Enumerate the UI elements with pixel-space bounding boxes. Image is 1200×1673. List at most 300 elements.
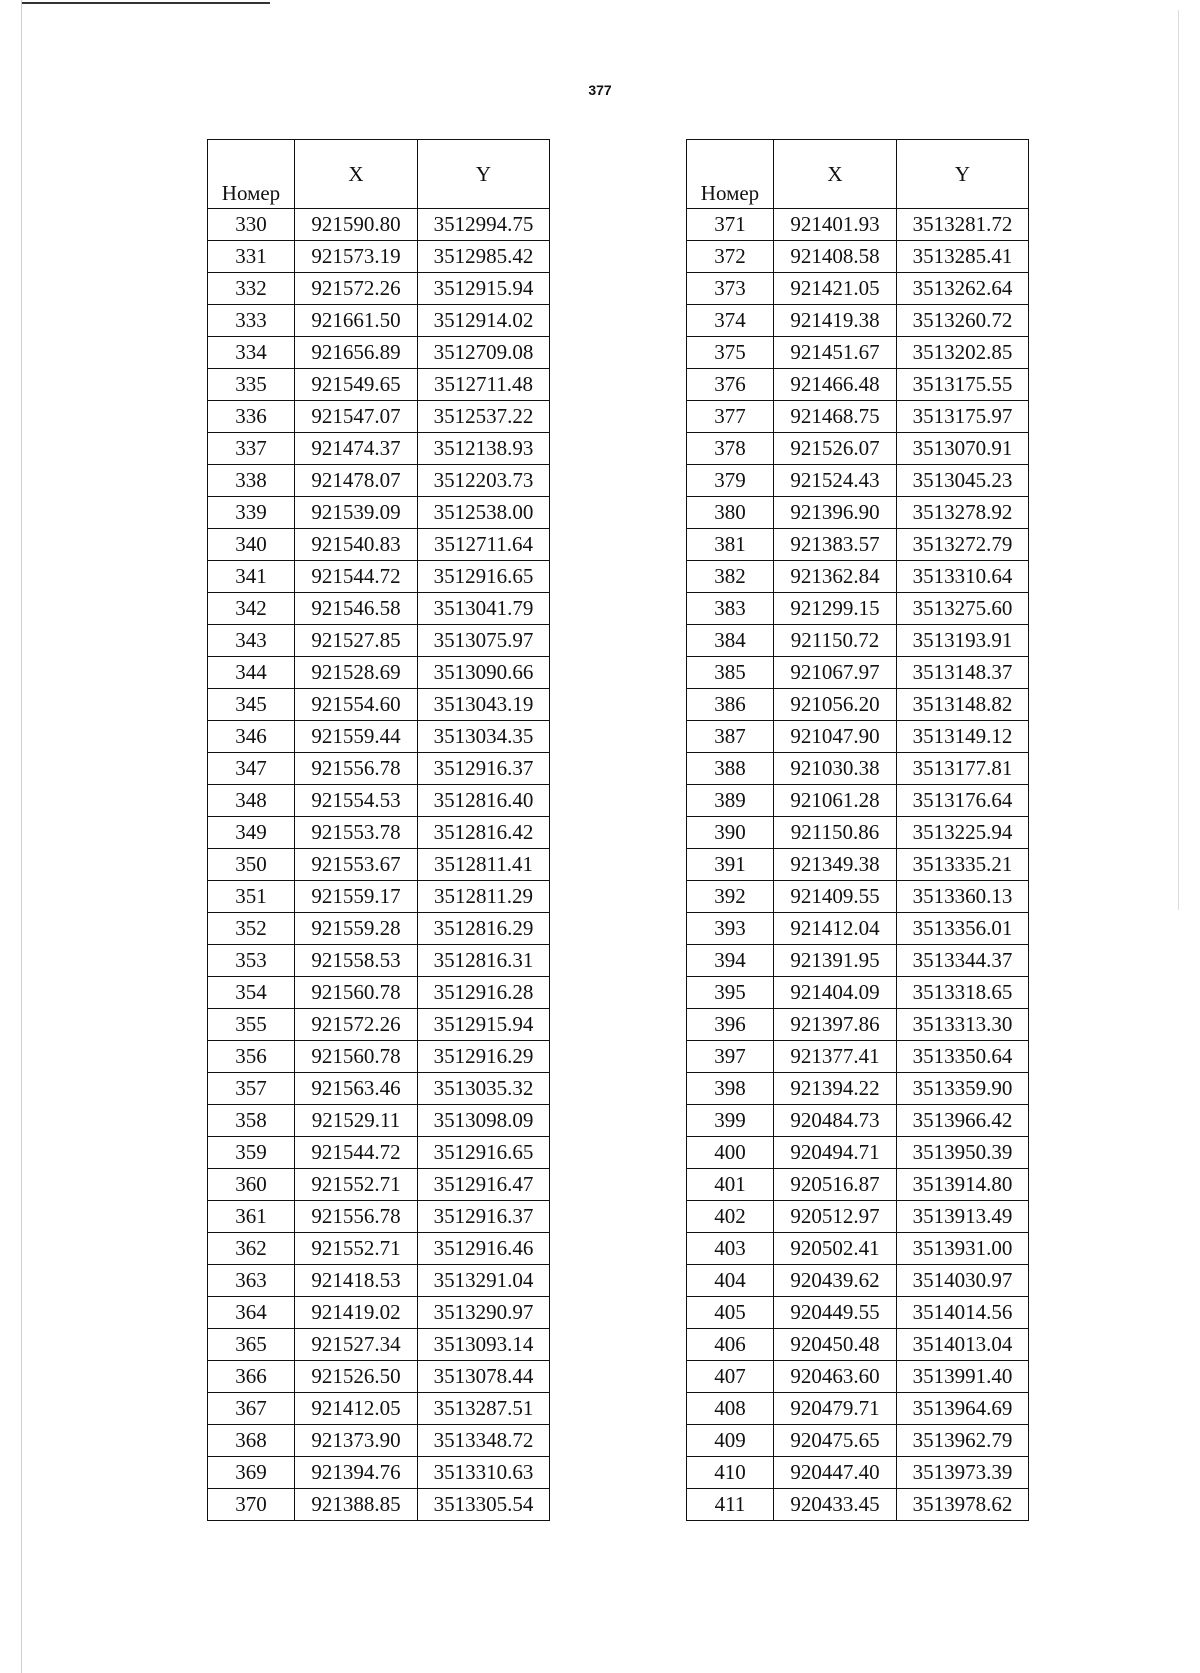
x-coordinate-cell: 921539.09 xyxy=(295,497,418,529)
x-coordinate-cell: 921559.28 xyxy=(295,913,418,945)
x-coordinate-cell: 921388.85 xyxy=(295,1489,418,1521)
point-number-cell: 339 xyxy=(208,497,295,529)
x-coordinate-cell: 921478.07 xyxy=(295,465,418,497)
y-coordinate-cell: 3513225.94 xyxy=(897,817,1029,849)
table-row xyxy=(687,945,1029,977)
point-number-cell: 391 xyxy=(687,849,774,881)
y-coordinate-cell: 3512709.08 xyxy=(418,337,550,369)
y-coordinate-cell: 3512994.75 xyxy=(418,209,550,241)
point-number-cell: 368 xyxy=(208,1425,295,1457)
point-number-cell: 409 xyxy=(687,1425,774,1457)
point-number-cell: 381 xyxy=(687,529,774,561)
table-row xyxy=(687,1073,1029,1105)
table-row xyxy=(687,497,1029,529)
point-number-cell: 338 xyxy=(208,465,295,497)
x-coordinate-cell: 920449.55 xyxy=(774,1297,897,1329)
x-coordinate-cell: 921421.05 xyxy=(774,273,897,305)
table-row xyxy=(208,1137,550,1169)
table-row xyxy=(208,401,550,433)
y-coordinate-cell: 3513950.39 xyxy=(897,1137,1029,1169)
x-coordinate-cell: 921524.43 xyxy=(774,465,897,497)
table-row xyxy=(208,241,550,273)
y-coordinate-cell: 3513291.04 xyxy=(418,1265,550,1297)
point-number-cell: 401 xyxy=(687,1169,774,1201)
x-coordinate-cell: 921553.67 xyxy=(295,849,418,881)
y-coordinate-cell: 3513090.66 xyxy=(418,657,550,689)
table-row xyxy=(208,305,550,337)
table-row xyxy=(687,1361,1029,1393)
y-coordinate-cell: 3512915.94 xyxy=(418,273,550,305)
table-row xyxy=(687,817,1029,849)
point-number-cell: 408 xyxy=(687,1393,774,1425)
x-coordinate-cell: 921544.72 xyxy=(295,561,418,593)
point-number-cell: 357 xyxy=(208,1073,295,1105)
x-coordinate-cell: 921299.15 xyxy=(774,593,897,625)
x-coordinate-cell: 921383.57 xyxy=(774,529,897,561)
y-coordinate-cell: 3513272.79 xyxy=(897,529,1029,561)
x-coordinate-cell: 921556.78 xyxy=(295,753,418,785)
y-coordinate-cell: 3513078.44 xyxy=(418,1361,550,1393)
point-number-cell: 406 xyxy=(687,1329,774,1361)
y-coordinate-cell: 3512811.29 xyxy=(418,881,550,913)
table-row xyxy=(687,1393,1029,1425)
page-number: 377 xyxy=(588,82,612,98)
x-coordinate-cell: 921401.93 xyxy=(774,209,897,241)
table-row xyxy=(208,209,550,241)
point-number-cell: 404 xyxy=(687,1265,774,1297)
y-coordinate-cell: 3512711.64 xyxy=(418,529,550,561)
point-number-cell: 371 xyxy=(687,209,774,241)
table-row xyxy=(208,1105,550,1137)
y-coordinate-cell: 3513262.64 xyxy=(897,273,1029,305)
point-number-cell: 355 xyxy=(208,1009,295,1041)
point-number-cell: 362 xyxy=(208,1233,295,1265)
point-number-cell: 337 xyxy=(208,433,295,465)
point-number-cell: 342 xyxy=(208,593,295,625)
table-row xyxy=(687,913,1029,945)
point-number-cell: 373 xyxy=(687,273,774,305)
table-row xyxy=(687,625,1029,657)
y-coordinate-cell: 3512916.28 xyxy=(418,977,550,1009)
y-coordinate-cell: 3513045.23 xyxy=(897,465,1029,497)
table-row xyxy=(208,1169,550,1201)
y-coordinate-cell: 3513281.72 xyxy=(897,209,1029,241)
x-coordinate-cell: 921546.58 xyxy=(295,593,418,625)
header-y: Y xyxy=(897,140,1029,209)
point-number-cell: 397 xyxy=(687,1041,774,1073)
table-row xyxy=(687,1489,1029,1521)
y-coordinate-cell: 3513275.60 xyxy=(897,593,1029,625)
y-coordinate-cell: 3512711.48 xyxy=(418,369,550,401)
x-coordinate-cell: 921554.60 xyxy=(295,689,418,721)
coordinates-table-left xyxy=(207,139,550,1521)
table-row xyxy=(208,561,550,593)
point-number-cell: 405 xyxy=(687,1297,774,1329)
table-row xyxy=(687,1265,1029,1297)
table-row xyxy=(208,785,550,817)
x-coordinate-cell: 921563.46 xyxy=(295,1073,418,1105)
header-y: Y xyxy=(418,140,550,209)
x-coordinate-cell: 921572.26 xyxy=(295,1009,418,1041)
table-row xyxy=(208,817,550,849)
table-row xyxy=(687,273,1029,305)
table-row xyxy=(208,497,550,529)
point-number-cell: 392 xyxy=(687,881,774,913)
y-coordinate-cell: 3513149.12 xyxy=(897,721,1029,753)
table-row xyxy=(687,561,1029,593)
y-coordinate-cell: 3513356.01 xyxy=(897,913,1029,945)
table-row xyxy=(687,241,1029,273)
x-coordinate-cell: 921553.78 xyxy=(295,817,418,849)
point-number-cell: 365 xyxy=(208,1329,295,1361)
y-coordinate-cell: 3513035.32 xyxy=(418,1073,550,1105)
y-coordinate-cell: 3513913.49 xyxy=(897,1201,1029,1233)
coordinates-table-right xyxy=(686,139,1029,1521)
x-coordinate-cell: 921419.38 xyxy=(774,305,897,337)
y-coordinate-cell: 3513285.41 xyxy=(897,241,1029,273)
x-coordinate-cell: 921362.84 xyxy=(774,561,897,593)
x-coordinate-cell: 920463.60 xyxy=(774,1361,897,1393)
table-row xyxy=(687,1009,1029,1041)
table-row xyxy=(687,977,1029,1009)
table-row xyxy=(687,1425,1029,1457)
point-number-cell: 388 xyxy=(687,753,774,785)
point-number-cell: 333 xyxy=(208,305,295,337)
point-number-cell: 336 xyxy=(208,401,295,433)
x-coordinate-cell: 921559.17 xyxy=(295,881,418,913)
point-number-cell: 379 xyxy=(687,465,774,497)
point-number-cell: 399 xyxy=(687,1105,774,1137)
point-number-cell: 363 xyxy=(208,1265,295,1297)
point-number-cell: 396 xyxy=(687,1009,774,1041)
point-number-cell: 347 xyxy=(208,753,295,785)
y-coordinate-cell: 3513966.42 xyxy=(897,1105,1029,1137)
y-coordinate-cell: 3512537.22 xyxy=(418,401,550,433)
x-coordinate-cell: 921419.02 xyxy=(295,1297,418,1329)
x-coordinate-cell: 921409.55 xyxy=(774,881,897,913)
point-number-cell: 386 xyxy=(687,689,774,721)
table-row xyxy=(208,465,550,497)
point-number-cell: 364 xyxy=(208,1297,295,1329)
table-row xyxy=(208,881,550,913)
table-row xyxy=(208,1041,550,1073)
table-row xyxy=(208,945,550,977)
x-coordinate-cell: 921552.71 xyxy=(295,1233,418,1265)
point-number-cell: 354 xyxy=(208,977,295,1009)
point-number-cell: 358 xyxy=(208,1105,295,1137)
x-coordinate-cell: 921560.78 xyxy=(295,977,418,1009)
point-number-cell: 330 xyxy=(208,209,295,241)
x-coordinate-cell: 921377.41 xyxy=(774,1041,897,1073)
x-coordinate-cell: 921397.86 xyxy=(774,1009,897,1041)
point-number-cell: 390 xyxy=(687,817,774,849)
point-number-cell: 383 xyxy=(687,593,774,625)
scan-right-edge xyxy=(1178,10,1179,910)
table-row xyxy=(687,721,1029,753)
point-number-cell: 407 xyxy=(687,1361,774,1393)
point-number-cell: 361 xyxy=(208,1201,295,1233)
x-coordinate-cell: 921067.97 xyxy=(774,657,897,689)
x-coordinate-cell: 920450.48 xyxy=(774,1329,897,1361)
x-coordinate-cell: 921394.76 xyxy=(295,1457,418,1489)
x-coordinate-cell: 921572.26 xyxy=(295,273,418,305)
y-coordinate-cell: 3513964.69 xyxy=(897,1393,1029,1425)
y-coordinate-cell: 3513348.72 xyxy=(418,1425,550,1457)
y-coordinate-cell: 3513175.55 xyxy=(897,369,1029,401)
table-row xyxy=(687,753,1029,785)
y-coordinate-cell: 3513310.64 xyxy=(897,561,1029,593)
y-coordinate-cell: 3513310.63 xyxy=(418,1457,550,1489)
x-coordinate-cell: 921526.50 xyxy=(295,1361,418,1393)
y-coordinate-cell: 3513175.97 xyxy=(897,401,1029,433)
table-row xyxy=(687,337,1029,369)
table-row xyxy=(208,1489,550,1521)
point-number-cell: 402 xyxy=(687,1201,774,1233)
table-row xyxy=(208,1457,550,1489)
y-coordinate-cell: 3513098.09 xyxy=(418,1105,550,1137)
point-number-cell: 395 xyxy=(687,977,774,1009)
table-row xyxy=(208,433,550,465)
table-row xyxy=(208,593,550,625)
point-number-cell: 394 xyxy=(687,945,774,977)
point-number-cell: 360 xyxy=(208,1169,295,1201)
x-coordinate-cell: 921396.90 xyxy=(774,497,897,529)
table-row xyxy=(687,209,1029,241)
point-number-cell: 352 xyxy=(208,913,295,945)
x-coordinate-cell: 921030.38 xyxy=(774,753,897,785)
point-number-cell: 334 xyxy=(208,337,295,369)
y-coordinate-cell: 3512138.93 xyxy=(418,433,550,465)
point-number-cell: 377 xyxy=(687,401,774,433)
point-number-cell: 382 xyxy=(687,561,774,593)
y-coordinate-cell: 3513034.35 xyxy=(418,721,550,753)
table-row xyxy=(208,977,550,1009)
x-coordinate-cell: 921573.19 xyxy=(295,241,418,273)
point-number-cell: 344 xyxy=(208,657,295,689)
y-coordinate-cell: 3513075.97 xyxy=(418,625,550,657)
x-coordinate-cell: 921373.90 xyxy=(295,1425,418,1457)
x-coordinate-cell: 921394.22 xyxy=(774,1073,897,1105)
point-number-cell: 372 xyxy=(687,241,774,273)
point-number-cell: 356 xyxy=(208,1041,295,1073)
y-coordinate-cell: 3514014.56 xyxy=(897,1297,1029,1329)
y-coordinate-cell: 3513335.21 xyxy=(897,849,1029,881)
table-row xyxy=(208,849,550,881)
table-header-row xyxy=(687,140,1029,209)
table-row xyxy=(687,785,1029,817)
y-coordinate-cell: 3512811.41 xyxy=(418,849,550,881)
point-number-cell: 345 xyxy=(208,689,295,721)
table-row xyxy=(687,1201,1029,1233)
point-number-cell: 385 xyxy=(687,657,774,689)
y-coordinate-cell: 3513093.14 xyxy=(418,1329,550,1361)
x-coordinate-cell: 921412.04 xyxy=(774,913,897,945)
x-coordinate-cell: 921527.34 xyxy=(295,1329,418,1361)
y-coordinate-cell: 3512916.29 xyxy=(418,1041,550,1073)
point-number-cell: 351 xyxy=(208,881,295,913)
y-coordinate-cell: 3512916.47 xyxy=(418,1169,550,1201)
point-number-cell: 346 xyxy=(208,721,295,753)
x-coordinate-cell: 920475.65 xyxy=(774,1425,897,1457)
header-x: X xyxy=(774,140,897,209)
point-number-cell: 348 xyxy=(208,785,295,817)
table-row xyxy=(208,529,550,561)
table-row xyxy=(687,849,1029,881)
x-coordinate-cell: 921056.20 xyxy=(774,689,897,721)
y-coordinate-cell: 3512916.37 xyxy=(418,1201,550,1233)
x-coordinate-cell: 921451.67 xyxy=(774,337,897,369)
y-coordinate-cell: 3513148.37 xyxy=(897,657,1029,689)
x-coordinate-cell: 921466.48 xyxy=(774,369,897,401)
table-row xyxy=(208,1201,550,1233)
point-number-cell: 374 xyxy=(687,305,774,337)
y-coordinate-cell: 3512916.65 xyxy=(418,1137,550,1169)
table-row xyxy=(208,753,550,785)
table-row xyxy=(208,1297,550,1329)
y-coordinate-cell: 3512816.40 xyxy=(418,785,550,817)
point-number-cell: 366 xyxy=(208,1361,295,1393)
point-number-cell: 349 xyxy=(208,817,295,849)
table-row xyxy=(208,913,550,945)
point-number-cell: 389 xyxy=(687,785,774,817)
x-coordinate-cell: 921590.80 xyxy=(295,209,418,241)
x-coordinate-cell: 921549.65 xyxy=(295,369,418,401)
point-number-cell: 387 xyxy=(687,721,774,753)
table-row xyxy=(208,1009,550,1041)
table-row xyxy=(687,1329,1029,1361)
scan-top-line xyxy=(22,2,270,4)
y-coordinate-cell: 3512203.73 xyxy=(418,465,550,497)
y-coordinate-cell: 3512915.94 xyxy=(418,1009,550,1041)
point-number-cell: 359 xyxy=(208,1137,295,1169)
point-number-cell: 350 xyxy=(208,849,295,881)
y-coordinate-cell: 3512914.02 xyxy=(418,305,550,337)
table-row xyxy=(208,625,550,657)
x-coordinate-cell: 921560.78 xyxy=(295,1041,418,1073)
table-row xyxy=(687,465,1029,497)
y-coordinate-cell: 3513360.13 xyxy=(897,881,1029,913)
x-coordinate-cell: 920494.71 xyxy=(774,1137,897,1169)
x-coordinate-cell: 921558.53 xyxy=(295,945,418,977)
point-number-cell: 378 xyxy=(687,433,774,465)
table-row xyxy=(687,1041,1029,1073)
y-coordinate-cell: 3513305.54 xyxy=(418,1489,550,1521)
point-number-cell: 369 xyxy=(208,1457,295,1489)
x-coordinate-cell: 920433.45 xyxy=(774,1489,897,1521)
x-coordinate-cell: 921528.69 xyxy=(295,657,418,689)
y-coordinate-cell: 3514030.97 xyxy=(897,1265,1029,1297)
x-coordinate-cell: 921526.07 xyxy=(774,433,897,465)
x-coordinate-cell: 920447.40 xyxy=(774,1457,897,1489)
x-coordinate-cell: 920502.41 xyxy=(774,1233,897,1265)
table-row xyxy=(208,1361,550,1393)
y-coordinate-cell: 3513962.79 xyxy=(897,1425,1029,1457)
x-coordinate-cell: 920439.62 xyxy=(774,1265,897,1297)
y-coordinate-cell: 3512916.46 xyxy=(418,1233,550,1265)
x-coordinate-cell: 921661.50 xyxy=(295,305,418,337)
point-number-cell: 340 xyxy=(208,529,295,561)
y-coordinate-cell: 3513177.81 xyxy=(897,753,1029,785)
point-number-cell: 384 xyxy=(687,625,774,657)
point-number-cell: 353 xyxy=(208,945,295,977)
x-coordinate-cell: 921412.05 xyxy=(295,1393,418,1425)
table-row xyxy=(687,1137,1029,1169)
point-number-cell: 403 xyxy=(687,1233,774,1265)
x-coordinate-cell: 921540.83 xyxy=(295,529,418,561)
y-coordinate-cell: 3513978.62 xyxy=(897,1489,1029,1521)
table-row xyxy=(687,1457,1029,1489)
table-row xyxy=(208,721,550,753)
x-coordinate-cell: 921418.53 xyxy=(295,1265,418,1297)
x-coordinate-cell: 921391.95 xyxy=(774,945,897,977)
y-coordinate-cell: 3512538.00 xyxy=(418,497,550,529)
y-coordinate-cell: 3512816.29 xyxy=(418,913,550,945)
x-coordinate-cell: 921529.11 xyxy=(295,1105,418,1137)
y-coordinate-cell: 3512816.42 xyxy=(418,817,550,849)
y-coordinate-cell: 3513287.51 xyxy=(418,1393,550,1425)
table-row xyxy=(687,657,1029,689)
x-coordinate-cell: 921150.72 xyxy=(774,625,897,657)
y-coordinate-cell: 3513991.40 xyxy=(897,1361,1029,1393)
table-row xyxy=(208,1425,550,1457)
table-row xyxy=(208,689,550,721)
header-x: X xyxy=(295,140,418,209)
y-coordinate-cell: 3514013.04 xyxy=(897,1329,1029,1361)
x-coordinate-cell: 921047.90 xyxy=(774,721,897,753)
point-number-cell: 410 xyxy=(687,1457,774,1489)
table-row xyxy=(687,529,1029,561)
y-coordinate-cell: 3513313.30 xyxy=(897,1009,1029,1041)
table-row xyxy=(208,1329,550,1361)
y-coordinate-cell: 3513973.39 xyxy=(897,1457,1029,1489)
table-row xyxy=(208,369,550,401)
point-number-cell: 331 xyxy=(208,241,295,273)
x-coordinate-cell: 921559.44 xyxy=(295,721,418,753)
x-coordinate-cell: 920484.73 xyxy=(774,1105,897,1137)
y-coordinate-cell: 3513290.97 xyxy=(418,1297,550,1329)
table-row xyxy=(687,1105,1029,1137)
point-number-cell: 411 xyxy=(687,1489,774,1521)
point-number-cell: 370 xyxy=(208,1489,295,1521)
point-number-cell: 332 xyxy=(208,273,295,305)
table-row xyxy=(208,1073,550,1105)
x-coordinate-cell: 921408.58 xyxy=(774,241,897,273)
point-number-cell: 343 xyxy=(208,625,295,657)
table-row xyxy=(208,1393,550,1425)
point-number-cell: 375 xyxy=(687,337,774,369)
table-row xyxy=(687,689,1029,721)
y-coordinate-cell: 3513914.80 xyxy=(897,1169,1029,1201)
x-coordinate-cell: 921468.75 xyxy=(774,401,897,433)
table-row xyxy=(208,1233,550,1265)
table-header-row xyxy=(208,140,550,209)
point-number-cell: 341 xyxy=(208,561,295,593)
y-coordinate-cell: 3513931.00 xyxy=(897,1233,1029,1265)
x-coordinate-cell: 921552.71 xyxy=(295,1169,418,1201)
y-coordinate-cell: 3513260.72 xyxy=(897,305,1029,337)
x-coordinate-cell: 921061.28 xyxy=(774,785,897,817)
y-coordinate-cell: 3513070.91 xyxy=(897,433,1029,465)
x-coordinate-cell: 921554.53 xyxy=(295,785,418,817)
table-body-right xyxy=(687,209,1029,1521)
table-row xyxy=(687,305,1029,337)
table-row xyxy=(208,273,550,305)
x-coordinate-cell: 920516.87 xyxy=(774,1169,897,1201)
table-row xyxy=(687,401,1029,433)
y-coordinate-cell: 3513344.37 xyxy=(897,945,1029,977)
y-coordinate-cell: 3513043.19 xyxy=(418,689,550,721)
table-row xyxy=(208,337,550,369)
